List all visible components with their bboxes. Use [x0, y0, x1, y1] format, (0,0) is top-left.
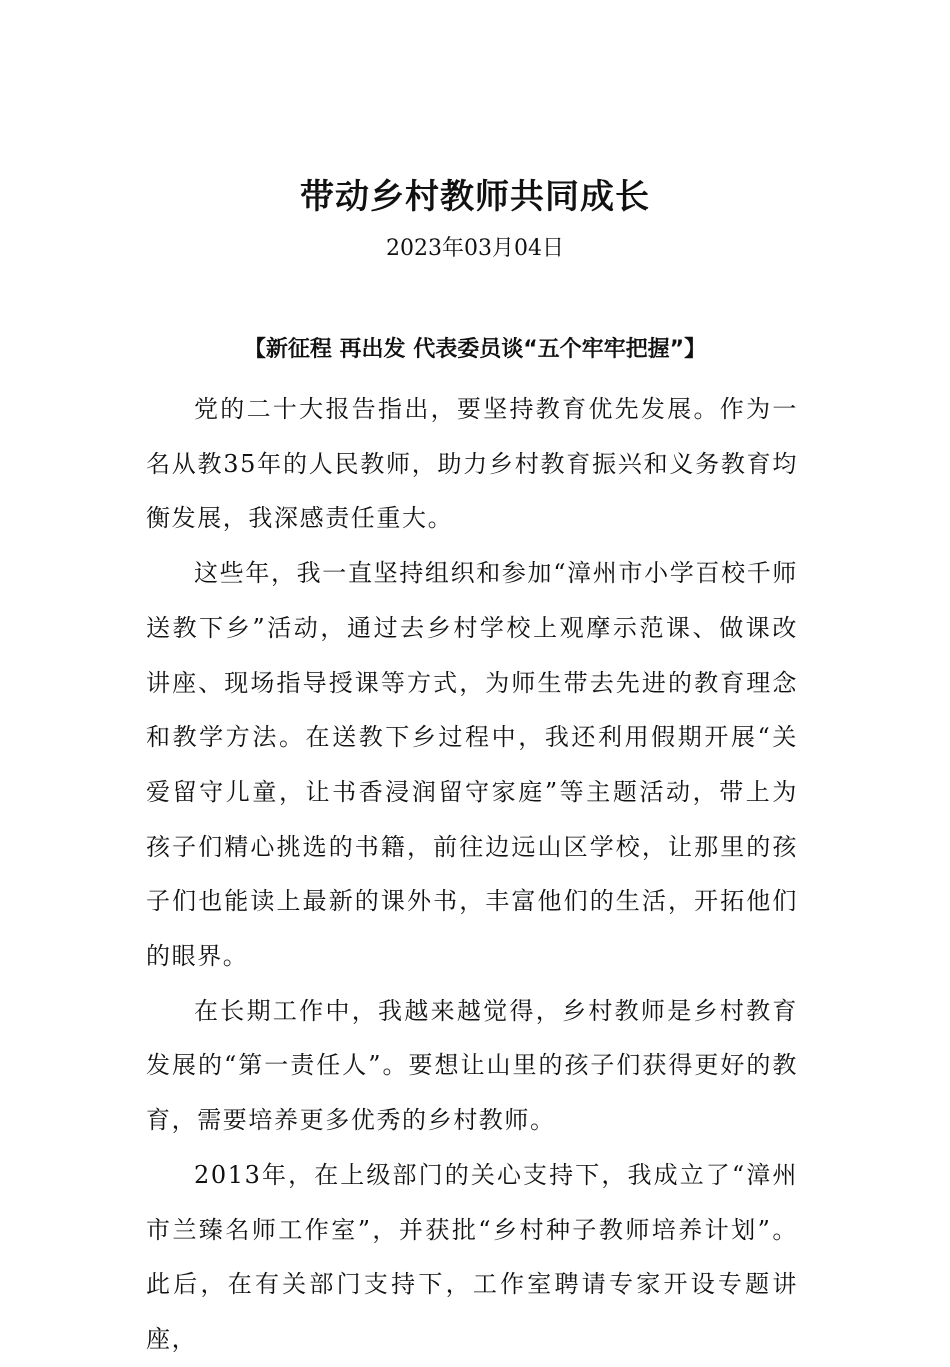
article-body	[146, 382, 798, 1367]
column-subheading: 【新征程 再出发 代表委员谈“五个牢牢把握”】	[243, 337, 707, 362]
document-date: 2023年03月04日	[386, 236, 564, 261]
paragraph-1: 党的二十大报告指出，要坚持教育优先发展。作为一名从教35年的人民教师，助力乡村教育振兴和义务教育均衡发展，我深感责任重大。	[146, 395, 798, 533]
paragraph-4: 2013年，在上级部门的关心支持下，我成立了“漳州市兰臻名师工作室”，并获批“乡村种子教师培养计划”。此后，在有关部门支持下，工作室聘请专家开设专题讲座，	[146, 1160, 798, 1353]
paragraph-3: 在长期工作中，我越来越觉得，乡村教师是乡村教育发展的“第一责任人”。要想让山里的孩子们获得更好的教育，需要培养更多优秀的乡村教师。	[146, 996, 798, 1135]
document-title: 带动乡村教师共同成长	[300, 177, 650, 217]
paragraph-2: 这些年，我一直坚持组织和参加“漳州市小学百校千师送教下乡”活动，通过去乡村学校上观摩示范课、做课改讲座、现场指导授课等方式，为师生带去先进的教育理念和教学方法。在送教下乡过程中，我还利用假期开展“关爱留守儿童，让书香浸润留守家庭”等主题活动，带上为孩子们精心挑选的书籍，前往边远山区学校，让那里的孩子们也能读上最新的课外书，丰富他们的生活，开拓他们的眼界。	[146, 559, 798, 971]
